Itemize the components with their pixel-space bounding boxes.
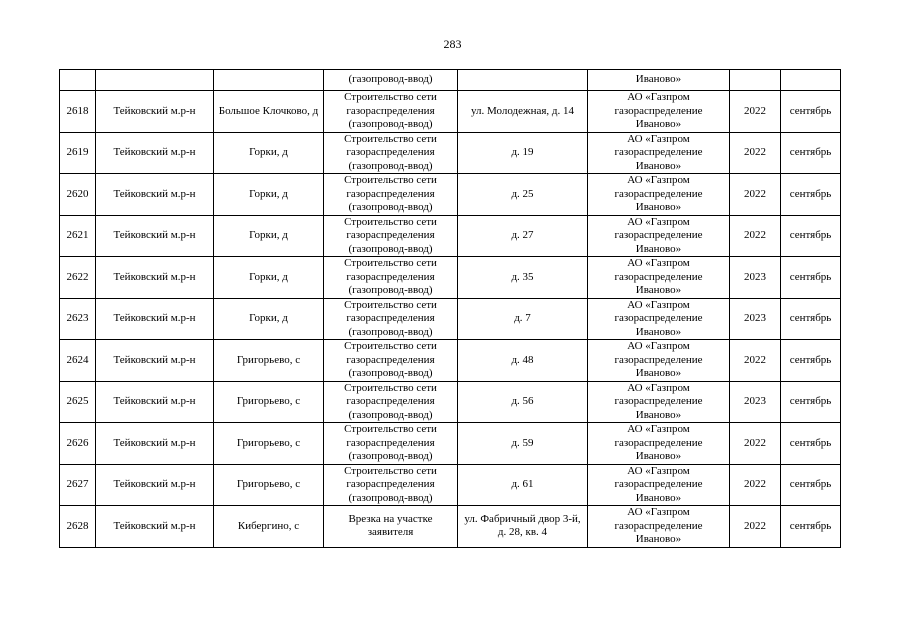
table-row <box>60 298 841 340</box>
gasification-table <box>59 69 841 548</box>
table-row <box>60 91 841 133</box>
cell-district: Тейковский м.р-н <box>96 506 214 548</box>
cell-month: сентябрь <box>781 132 841 174</box>
cell-work-type: Строительство сети газораспределения (газопровод-ввод) <box>324 132 458 174</box>
cell-address: д. 56 <box>458 381 588 423</box>
cell-locality: Горки, д <box>214 298 324 340</box>
cell-address: д. 19 <box>458 132 588 174</box>
table-row <box>60 340 841 382</box>
cell-locality: Горки, д <box>214 132 324 174</box>
cell-work-type: Строительство сети газораспределения (газопровод-ввод) <box>324 257 458 299</box>
cell-year: 2023 <box>730 298 781 340</box>
cell-work-type: Строительство сети газораспределения (газопровод-ввод) <box>324 423 458 465</box>
table-row <box>60 215 841 257</box>
cell-number <box>60 70 96 91</box>
table-row <box>60 506 841 548</box>
cell-number: 2625 <box>60 381 96 423</box>
cell-work-type: Строительство сети газораспределения (газопровод-ввод) <box>324 340 458 382</box>
cell-locality: Григорьево, с <box>214 381 324 423</box>
cell-address: д. 7 <box>458 298 588 340</box>
cell-number: 2621 <box>60 215 96 257</box>
cell-locality: Большое Клочково, д <box>214 91 324 133</box>
cell-address: д. 61 <box>458 464 588 506</box>
cell-address: д. 25 <box>458 174 588 216</box>
table-row <box>60 381 841 423</box>
cell-district: Тейковский м.р-н <box>96 298 214 340</box>
cell-district: Тейковский м.р-н <box>96 257 214 299</box>
cell-month: сентябрь <box>781 464 841 506</box>
cell-year: 2022 <box>730 174 781 216</box>
cell-locality: Горки, д <box>214 174 324 216</box>
cell-work-type: Строительство сети газораспределения (газопровод-ввод) <box>324 381 458 423</box>
cell-year: 2022 <box>730 423 781 465</box>
cell-work-type: Строительство сети газораспределения (газопровод-ввод) <box>324 174 458 216</box>
cell-district: Тейковский м.р-н <box>96 215 214 257</box>
cell-month: сентябрь <box>781 298 841 340</box>
cell-month: сентябрь <box>781 215 841 257</box>
table-row <box>60 257 841 299</box>
cell-locality: Горки, д <box>214 257 324 299</box>
cell-work-type: (газопровод-ввод) <box>324 70 458 91</box>
table-row <box>60 464 841 506</box>
cell-organization: АО «Газпром газораспределение Иваново» <box>588 132 730 174</box>
cell-month <box>781 70 841 91</box>
cell-district: Тейковский м.р-н <box>96 174 214 216</box>
cell-number: 2627 <box>60 464 96 506</box>
cell-address <box>458 70 588 91</box>
cell-organization: АО «Газпром газораспределение Иваново» <box>588 298 730 340</box>
cell-year: 2022 <box>730 340 781 382</box>
cell-address: д. 27 <box>458 215 588 257</box>
table-row <box>60 423 841 465</box>
cell-district: Тейковский м.р-н <box>96 340 214 382</box>
cell-work-type: Строительство сети газораспределения (газопровод-ввод) <box>324 464 458 506</box>
cell-address: ул. Фабричный двор 3-й, д. 28, кв. 4 <box>458 506 588 548</box>
cell-organization: АО «Газпром газораспределение Иваново» <box>588 91 730 133</box>
cell-locality: Григорьево, с <box>214 423 324 465</box>
cell-year: 2022 <box>730 215 781 257</box>
cell-locality: Григорьево, с <box>214 464 324 506</box>
cell-organization: Иваново» <box>588 70 730 91</box>
cell-number: 2623 <box>60 298 96 340</box>
cell-year: 2023 <box>730 381 781 423</box>
cell-address: д. 59 <box>458 423 588 465</box>
cell-month: сентябрь <box>781 91 841 133</box>
cell-address: д. 35 <box>458 257 588 299</box>
cell-month: сентябрь <box>781 174 841 216</box>
cell-number: 2619 <box>60 132 96 174</box>
cell-district: Тейковский м.р-н <box>96 464 214 506</box>
cell-locality: Горки, д <box>214 215 324 257</box>
cell-district <box>96 70 214 91</box>
cell-month: сентябрь <box>781 423 841 465</box>
cell-year: 2022 <box>730 132 781 174</box>
table-row <box>60 174 841 216</box>
cell-district: Тейковский м.р-н <box>96 423 214 465</box>
cell-work-type: Строительство сети газораспределения (газопровод-ввод) <box>324 91 458 133</box>
cell-organization: АО «Газпром газораспределение Иваново» <box>588 506 730 548</box>
table-row <box>60 132 841 174</box>
cell-year: 2022 <box>730 506 781 548</box>
cell-organization: АО «Газпром газораспределение Иваново» <box>588 257 730 299</box>
cell-month: сентябрь <box>781 506 841 548</box>
cell-month: сентябрь <box>781 381 841 423</box>
cell-locality <box>214 70 324 91</box>
cell-district: Тейковский м.р-н <box>96 91 214 133</box>
cell-district: Тейковский м.р-н <box>96 132 214 174</box>
cell-locality: Григорьево, с <box>214 340 324 382</box>
cell-organization: АО «Газпром газораспределение Иваново» <box>588 174 730 216</box>
cell-year: 2022 <box>730 464 781 506</box>
cell-number: 2626 <box>60 423 96 465</box>
cell-organization: АО «Газпром газораспределение Иваново» <box>588 464 730 506</box>
cell-locality: Кибергино, с <box>214 506 324 548</box>
cell-number: 2618 <box>60 91 96 133</box>
table-row-continued <box>60 70 841 91</box>
cell-year <box>730 70 781 91</box>
cell-organization: АО «Газпром газораспределение Иваново» <box>588 340 730 382</box>
page-number: 283 <box>443 37 462 51</box>
cell-organization: АО «Газпром газораспределение Иваново» <box>588 381 730 423</box>
cell-work-type: Строительство сети газораспределения (газопровод-ввод) <box>324 215 458 257</box>
cell-organization: АО «Газпром газораспределение Иваново» <box>588 215 730 257</box>
cell-number: 2622 <box>60 257 96 299</box>
cell-address: д. 48 <box>458 340 588 382</box>
cell-year: 2023 <box>730 257 781 299</box>
cell-work-type: Врезка на участке заявителя <box>324 506 458 548</box>
cell-district: Тейковский м.р-н <box>96 381 214 423</box>
cell-organization: АО «Газпром газораспределение Иваново» <box>588 423 730 465</box>
cell-work-type: Строительство сети газораспределения (газопровод-ввод) <box>324 298 458 340</box>
cell-month: сентябрь <box>781 340 841 382</box>
cell-number: 2620 <box>60 174 96 216</box>
cell-month: сентябрь <box>781 257 841 299</box>
cell-number: 2628 <box>60 506 96 548</box>
cell-year: 2022 <box>730 91 781 133</box>
cell-number: 2624 <box>60 340 96 382</box>
table-body <box>60 70 841 548</box>
cell-address: ул. Молодежная, д. 14 <box>458 91 588 133</box>
